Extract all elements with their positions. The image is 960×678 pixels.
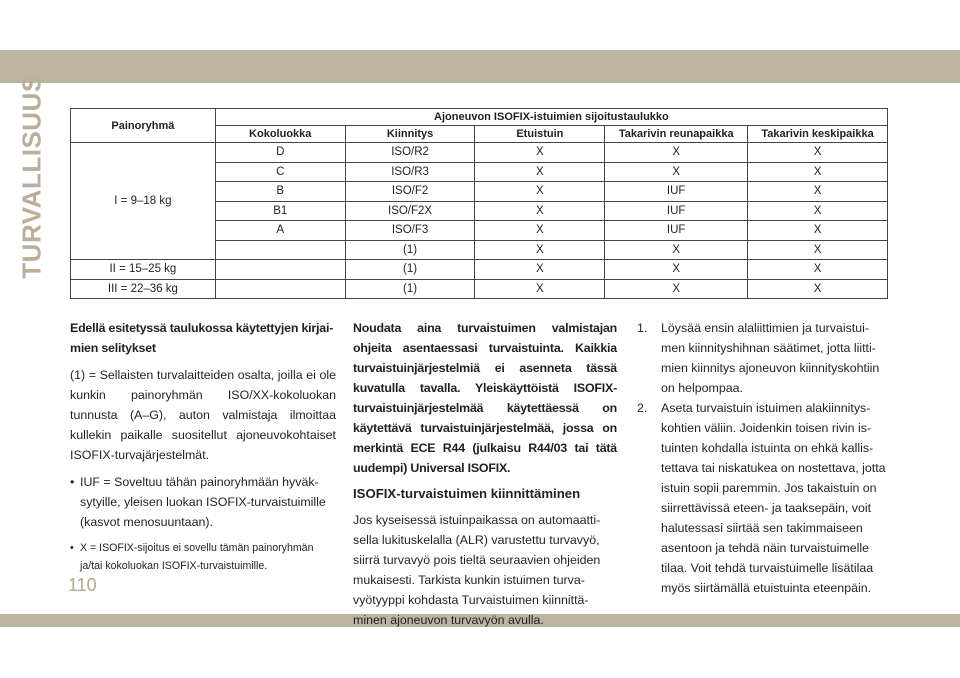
table-cell: X — [475, 143, 605, 163]
step-text: Löysää ensin alaliittimien ja turvaistuimen kiinnityshihnan säätimet, jotta liittimien kiinnitys ajoneuvon kiinnityskohtiin on helpompaa. — [661, 321, 880, 395]
table-cell — [215, 260, 345, 280]
install-warning-paragraph: Noudata aina turvaistuimen valmistajan ohjeita asentaessasi turvaistuinta. Kaikkia turvaistuinjärjestelmiä ei asenneta tässä kuvatulla tavalla. Yleiskäyttöistä ISOFIX-turvaistuinjärjestelmää käytettäessä on käytettävä turvaistuinjärjestelmää, jossa on merkintä ECE R44 (julkaisu R44/03 tai tätä uudempi) Universal ISOFIX. — [353, 321, 617, 475]
table-cell: D — [215, 143, 345, 163]
table-cell: (1) — [345, 279, 475, 299]
step-number: 1. — [637, 321, 648, 335]
table-cell: IUF — [605, 221, 748, 241]
table-cell: B1 — [215, 201, 345, 221]
step-item-2 — [637, 398, 888, 598]
table-cell: B — [215, 182, 345, 202]
table-cell: X — [748, 279, 888, 299]
table-group3-label: III = 22–36 kg — [71, 279, 216, 299]
table-cell: ISO/R2 — [345, 143, 475, 163]
text-column-3 — [637, 318, 888, 598]
table-cell: C — [215, 162, 345, 182]
table-cell: X — [748, 162, 888, 182]
table-cell: X — [748, 182, 888, 202]
step-item-1 — [637, 318, 888, 398]
table-cell: (1) — [345, 260, 475, 280]
legend-heading: Edellä esitetyssä taulukossa käytettyjen kirjaimien selitykset — [70, 321, 334, 355]
table-cell — [215, 240, 345, 260]
table-cell: X — [475, 279, 605, 299]
table-group2-label: II = 15–25 kg — [71, 260, 216, 280]
table-header-weight-group: Painoryhmä — [71, 109, 216, 143]
table-header-front-seat: Etuistuin — [475, 126, 605, 143]
step-text: Aseta turvaistuin istuimen alakiinnityskohtien väliin. Joidenkin toisen rivin istuinten kohdalla istuinta on ehkä kallistettava tai niskatukea on nostettava, jotta istuin sopii paremmin. Jos takaistuin on siirrettävissä eteen- ja taaksepäin, voit halutessasi siirtää sen takimmaiseen asentoon ja tehdä näin turvaistuimelle tilaa. Voit tehdä turvaistuimelle lisätilaa myös siirtämällä etuistuinta eteenpäin. — [661, 401, 886, 595]
table-cell: X — [748, 260, 888, 280]
table-cell: A — [215, 221, 345, 241]
legend-paragraph-1: (1) = Sellaisten turvalaitteiden osalta, joilla ei ole kunkin painoryhmän ISO/XX-kokoluokan tunnusta (A–G), auton valmistaja ilmoittaa kullekin paikalle suositellut ajoneuvokohtaiset ISOFIX-turvajärjestelmät. — [70, 368, 336, 462]
table-cell: X — [748, 143, 888, 163]
table-cell: (1) — [345, 240, 475, 260]
table-header-size-class: Kokoluokka — [215, 126, 345, 143]
table-cell: X — [605, 279, 748, 299]
section-side-title-text: TURVALLISUUS — [16, 73, 47, 279]
top-header-band — [0, 50, 960, 83]
install-intro-paragraph: Jos kyseisessä istuinpaikassa on automaattisella lukituskelalla (ALR) varustettu turvavyö, siirrä turvavyö pois tieltä seuraavien ohjeiden mukaisesti. Tarkista kunkin istuimen turvavyötyyppi kohdasta Turvaistuimen kiinnittäminen ajoneuvon turvavyön avulla. — [353, 513, 601, 627]
table-cell: X — [475, 201, 605, 221]
table-cell: X — [605, 162, 748, 182]
table-cell: X — [605, 143, 748, 163]
isofix-placement-table — [70, 108, 888, 299]
table-header-group: Ajoneuvon ISOFIX-istuimien sijoitustaulukko — [215, 109, 887, 126]
table-cell: X — [748, 221, 888, 241]
table-group1-label: I = 9–18 kg — [71, 143, 216, 260]
table-cell: ISO/F2 — [345, 182, 475, 202]
section-subheading: ISOFIX-turvaistuimen kiinnittäminen — [353, 486, 581, 501]
table-cell: ISO/F2X — [345, 201, 475, 221]
table-cell: X — [605, 240, 748, 260]
section-side-title — [14, 73, 50, 279]
table-header-rear-center: Takarivin keskipaikka — [748, 126, 888, 143]
table-cell: IUF — [605, 201, 748, 221]
table-cell: X — [748, 240, 888, 260]
table-header-fixture: Kiinnitys — [345, 126, 475, 143]
table-cell: IUF — [605, 182, 748, 202]
table-cell: X — [748, 201, 888, 221]
table-cell: X — [475, 162, 605, 182]
step-number: 2. — [637, 401, 648, 415]
legend-bullet-x: • X = ISOFIX-sijoitus ei sovellu tämän painoryhmän ja/tai kokoluokan ISOFIX-turvaistuimille. — [70, 539, 336, 575]
page-number: 110 — [68, 575, 97, 595]
text-column-2 — [353, 318, 617, 637]
table-cell: ISO/F3 — [345, 221, 475, 241]
table-cell: X — [605, 260, 748, 280]
table-cell: X — [475, 221, 605, 241]
text-column-1 — [70, 318, 336, 582]
legend-bullet-iuf: • IUF = Soveltuu tähän painoryhmään hyväksytyille, yleisen luokan ISOFIX-turvaistuimille (kasvot menosuuntaan). — [70, 472, 336, 532]
table-cell: ISO/R3 — [345, 162, 475, 182]
table-cell — [215, 279, 345, 299]
table-cell: X — [475, 182, 605, 202]
table-header-rear-outboard: Takarivin reunapaikka — [605, 126, 748, 143]
table-cell: X — [475, 260, 605, 280]
table-cell: X — [475, 240, 605, 260]
